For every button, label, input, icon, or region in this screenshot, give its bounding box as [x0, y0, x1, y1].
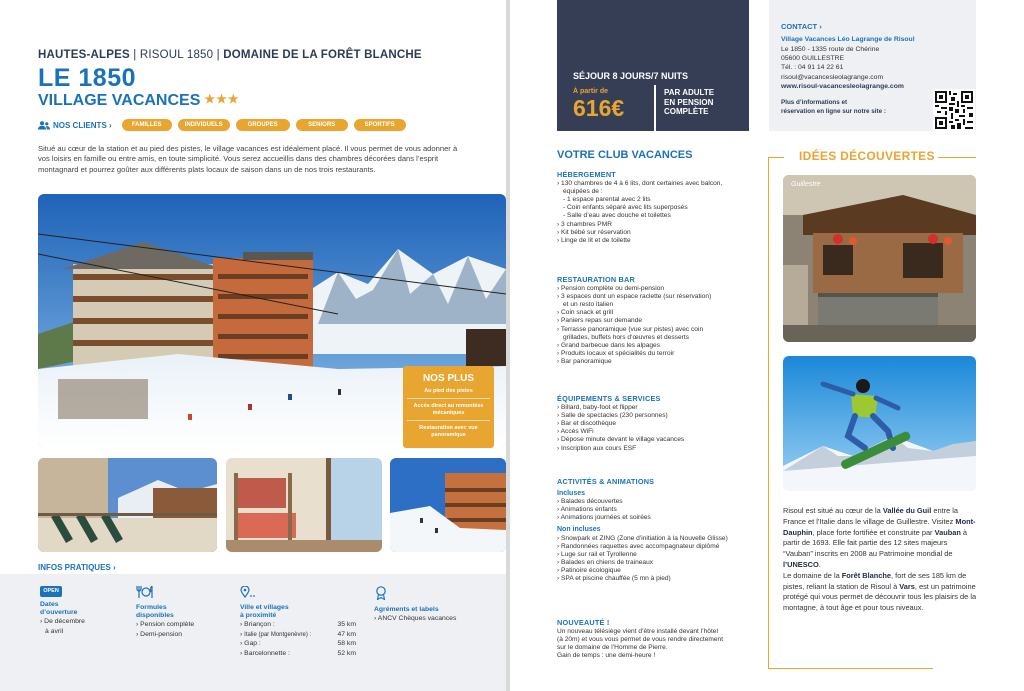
info-col-agrements: Agréments et labels › ANCV Chèques vacances: [374, 586, 456, 624]
section-equipements: ÉQUIPEMENTS & SERVICES › Billard, baby-foot et flipper › Salle de spectacles (230 personnes) › Bar et discothèque › Accès WiFi › Dépose minute devant le village vacances › Inscription aux cours ESF: [557, 394, 685, 452]
decouvertes-text: Risoul est situé au cœur de la Vallée du Guil entre la France et l’Italie dans le village de Guillestre. Visitez Mont-Dauphin, place forte fortifiée et construite par Vauban à partir de 1693. Elle fait partie des 12 sites majeurs “Vauban” inscrits en 2008 au Patrimoine mondial de l’UNESCO. Le domaine de la Forêt Blanche, fort de ses 185 km de pistes, reliant la station de Risoul à Vars, est un patrimoine protégé qui vous permet de découvrir tous les plaisirs de la montagne, à tout âge et pour tous niveaux.: [783, 506, 977, 613]
client-chip-familles: FAMILLES: [122, 119, 172, 131]
info-col-villes: Ville et villages à proximité › Briançon : 35 km › Italie (par Montgenèvre) : 47 km › Gap : 58 km › Barcelonnette : 52 km: [240, 586, 356, 658]
cutlery-icon: [136, 586, 154, 598]
client-chip-individuels: INDIVIDUELS: [178, 119, 230, 131]
section-restauration: RESTAURATION BAR › Pension complète ou demi-pension › 3 espaces dont un espace raclette (sur réservation) et un resto italien › Coin snack et grill › Paniers repas sur demande › Terrasse panoramique (vue sur pistes) avec coin grillades, buffets hors d’œuvres et desserts › Grand barbecue dans les alpages › Produits locaux et spécialités du terroir › Bar panoramique: [557, 275, 712, 365]
map-pin-icon: [240, 586, 256, 598]
people-icon: [38, 121, 50, 130]
page-subtitle: VILLAGE VACANCES ★★★: [38, 92, 240, 109]
right-page: [510, 0, 1024, 691]
stars-rating: ★★★: [204, 92, 240, 106]
client-chip-sportifs: SPORTIFS: [354, 119, 406, 131]
infos-title: INFOS PRATIQUES ›: [38, 563, 116, 572]
photo-exterior: [390, 458, 506, 552]
nos-plus-box: NOS PLUS Au pied des pistes Accès direct au remontées mécaniques Restauration avec vue panoramique: [403, 366, 494, 448]
section-activites: ACTIVITÉS & ANIMATIONS Incluses › Balades découvertes › Animations enfants › Animations journées et soirées Non incluses › Snowpark et ZING (Zone d’initiation à la Nouvelle Glisse) › Randonnées raquettes avec accompagnateur diplômé › Luge sur rail et Tyrollenne › Balades en chiens de traineaux › Patinoire écologique › SPA et piscine chauffée (5 mn à pied): [557, 477, 728, 583]
contact-website[interactable]: www.risoul-vacancesleolagrange.com: [781, 83, 904, 90]
intro-text: Situé au cœur de la station et au pied des pistes, le village vacances est idéalement placé. Il vous permet de vous adonner à vos loisirs en famille ou entre amis, en toute simplicité. Vous serez accueillis dans des chambres décorées dans l’esprit montagnard et pourrez goûter aux différents plats locaux de saison dans un de nos trois restaurants.: [38, 144, 458, 174]
photo-guillestre: [783, 175, 976, 342]
info-col-formules: Formules disponibles › Pension complète › Demi-pension: [136, 586, 194, 639]
open-sign-icon: OPEN: [40, 586, 62, 597]
client-chip-seniors: SENIORS: [296, 119, 348, 131]
contact-email[interactable]: risoul@vacancesleolagrange.com: [781, 74, 884, 81]
section-nouveaute: NOUVEAUTÉ ! Un nouveau télésiège vient d’être installé devant l’hôtel (à 20m) et vous vous permet de vous rendre directement sur le domaine de l’Homme de Pierre. Gain de temps : une demi-heure !: [557, 618, 724, 660]
contact-box: CONTACT › Village Vacances Léo Lagrange de Risoul Le 1850 - 1335 route de Chérine 05600 GUILLESTRE Tél. : 04 91 14 22 61 risoul@vacancesleolagrange.com www.risoul-vacancesleolagrange.com Plus d’informations et réservation en ligne sur notre site :: [769, 0, 976, 131]
sejour-price-box: SÉJOUR 8 JOURS/7 NUITS À partir de 616€ PAR ADULTE EN PENSION COMPLÈTE: [557, 0, 749, 131]
left-page: [0, 0, 506, 691]
award-badge-icon: [374, 586, 388, 600]
info-col-dates: OPEN Dates d’ouverture › De décembre à avril: [40, 588, 85, 635]
club-title: VOTRE CLUB VACANCES: [557, 149, 693, 161]
qr-code-icon[interactable]: [933, 89, 975, 131]
client-chip-groupes: GROUPES: [236, 119, 290, 131]
clients-row: [38, 119, 406, 131]
price: 616€: [573, 95, 625, 121]
clients-label: NOS CLIENTS ›: [38, 121, 112, 130]
photo-terrace: [38, 458, 217, 552]
page-title: LE 1850: [38, 64, 137, 92]
photo-caption: Guillestre: [791, 181, 821, 188]
section-hebergement: HÉBERGEMENT › 130 chambres de 4 à 6 lits, dont certaines avec balcon, équipées de : - 1 espace parental avec 2 lits - Coin enfants séparé avec lits superposés - Salle d’eau avec douche et toilettes › 3 chambres PMR › Kit bébé sur réservation › Linge de lit et de toilette: [557, 170, 723, 244]
photo-bedroom: [226, 458, 382, 552]
idees-title: IDÉES DÉCOUVERTES: [799, 149, 935, 163]
region-line: HAUTES-ALPES | RISOUL 1850 | DOMAINE DE LA FORÊT BLANCHE: [38, 49, 422, 61]
photo-snowboarder: [783, 356, 976, 491]
